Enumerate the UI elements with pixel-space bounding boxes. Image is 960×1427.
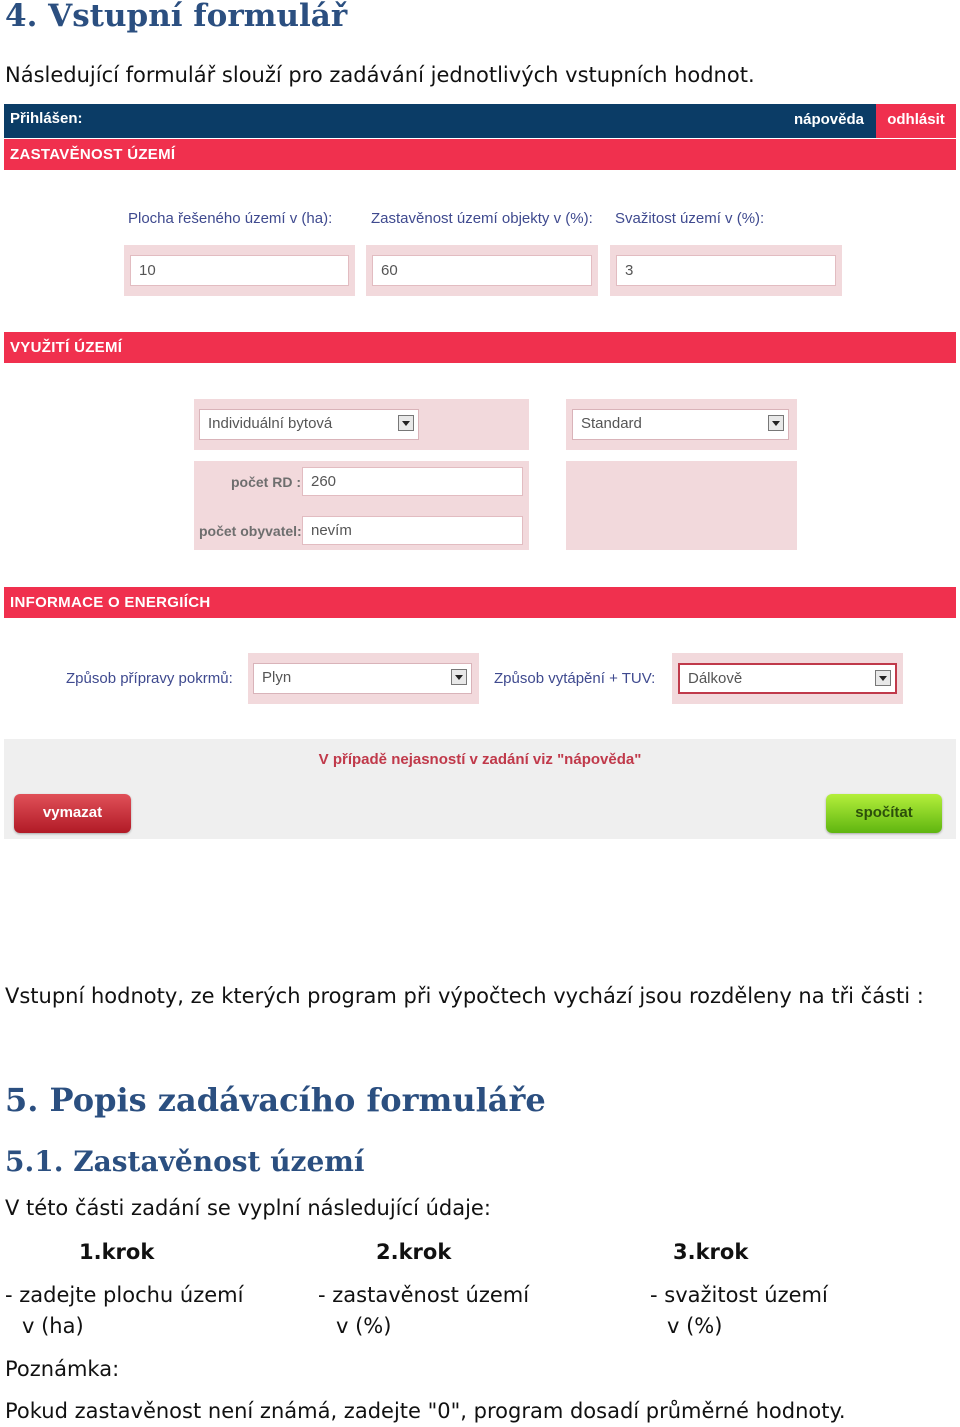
after-form-text: Vstupní hodnoty, ze kterých program při výpočtech vychází jsou rozděleny na tři části : [5, 984, 924, 1008]
building-type-value: Individuální bytová [208, 415, 333, 432]
chevron-down-icon[interactable] [451, 669, 467, 685]
calculate-button[interactable]: spočítat [826, 794, 942, 833]
empty-panel [566, 461, 797, 550]
chevron-down-icon[interactable] [875, 670, 891, 686]
section-bar-energie: INFORMACE O ENERGIÍCH [4, 587, 956, 618]
chevron-down-icon[interactable] [768, 415, 784, 431]
step-2-line2: v (%) [336, 1314, 392, 1338]
intro-text: Následující formulář slouží pro zadávání jednotlivých vstupních hodnot. [5, 63, 755, 87]
section-heading-5-1: 5.1. Zastavěnost území [5, 1145, 365, 1178]
help-link[interactable]: nápověda [793, 111, 864, 128]
plocha-label: Plocha řešeného území v (ha): [128, 210, 333, 227]
help-note: V případě nejasností v zadání viz "nápověda" [318, 751, 642, 768]
step-2-line1: - zastavěnost území [318, 1283, 530, 1307]
section-intro: V této části zadání se vyplní následující údaje: [5, 1196, 491, 1220]
section-bar-vyuziti: VYUŽITÍ ÚZEMÍ [4, 332, 956, 363]
vytapeni-select[interactable] [678, 663, 897, 694]
pokrmy-select[interactable] [253, 663, 472, 694]
svazitost-label: Svažitost území v (%): [615, 210, 765, 227]
plocha-input[interactable]: 10 [130, 255, 349, 286]
svazitost-input[interactable]: 3 [616, 255, 836, 286]
step-3-line1: - svažitost území [650, 1283, 828, 1307]
pokrmy-label: Způsob přípravy pokrmů: [66, 670, 233, 687]
vytapeni-value: Dálkově [688, 670, 743, 687]
logout-button[interactable]: odhlásit [876, 104, 956, 138]
section-heading-5: 5. Popis zadávacího formuláře [5, 1081, 546, 1119]
zastavenost-input[interactable]: 60 [372, 255, 592, 286]
note-text: Pokud zastavěnost není známá, zadejte "0", program dosadí průměrné hodnoty. [5, 1399, 846, 1423]
app-top-bar [4, 104, 956, 138]
building-type-select[interactable] [199, 409, 419, 440]
standard-select[interactable] [572, 409, 789, 440]
chevron-down-icon[interactable] [398, 415, 414, 431]
pocet-rd-input[interactable]: 260 [302, 467, 523, 496]
standard-value: Standard [581, 415, 642, 432]
pocet-rd-label: počet RD : [231, 474, 301, 490]
section-heading-4: 4. Vstupní formulář [5, 0, 348, 34]
pocet-obyvatel-input[interactable]: nevím [302, 516, 523, 545]
vytapeni-label: Způsob vytápění + TUV: [494, 670, 656, 687]
step-2-title: 2.krok [376, 1240, 452, 1264]
pokrmy-value: Plyn [262, 669, 292, 686]
note-label: Poznámka: [5, 1357, 120, 1381]
zastavenost-label: Zastavěnost území objekty v (%): [371, 210, 593, 227]
step-3-title: 3.krok [673, 1240, 749, 1264]
pocet-obyvatel-label: počet obyvatel: [199, 523, 302, 539]
step-3-line2: v (%) [667, 1314, 723, 1338]
section-bar-zastavenost: ZASTAVĚNOST ÚZEMÍ [4, 139, 956, 170]
clear-button[interactable]: vymazat [14, 794, 131, 833]
step-1-title: 1.krok [79, 1240, 155, 1264]
step-1-line1: - zadejte plochu území [5, 1283, 244, 1307]
step-1-line2: v (ha) [22, 1314, 84, 1338]
logged-in-label: Přihlášen: [10, 110, 83, 127]
